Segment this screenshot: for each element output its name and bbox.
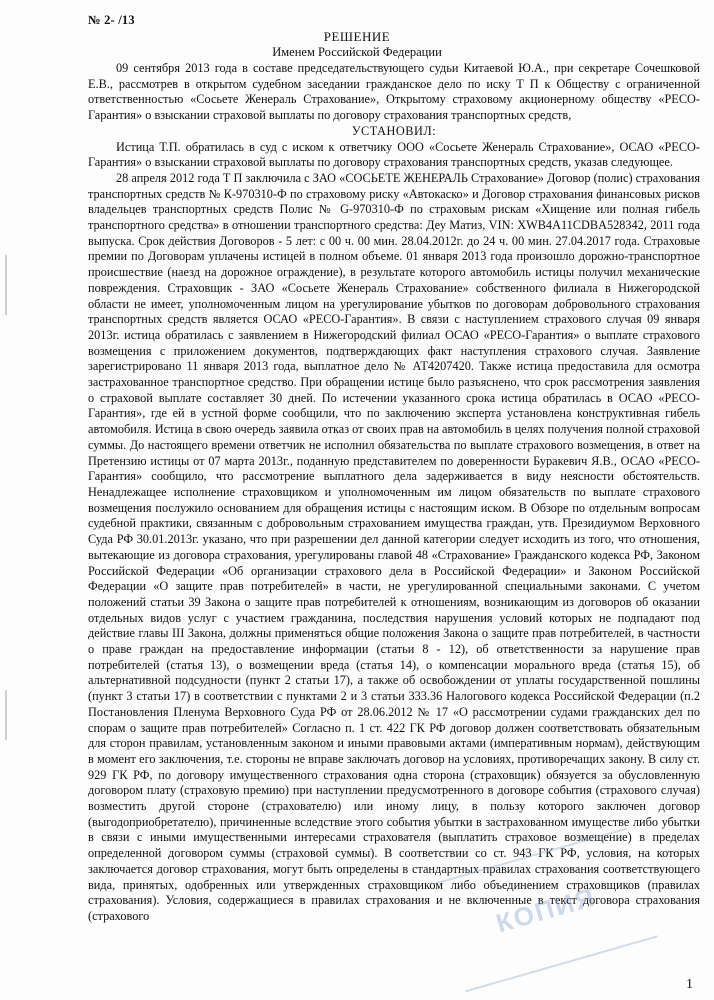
established-heading: УСТАНОВИЛ: <box>351 123 437 138</box>
document-title: РЕШЕНИЕ <box>323 29 391 44</box>
case-number: № 2- /13 <box>88 13 135 27</box>
facts-paragraph: 28 апреля 2012 года Т П заключила с ЗАО «СОСЬЕТЕ ЖЕНЕРАЛЬ Страхование» Договор (полис) страхования транспортных средств № К-970310-Ф по страховому риску «Автокаско» и Договор страхования финансовых рисков владельцев транспортных средств Полис № G-970310-Ф по страховым рискам «Хищение или полная гибель транспортного средства» в отношении транспортного средства: Деу Матиз, VIN: XWB4A11CDBA528342, 2011 года выпуска. Срок действия Договоров - 5 лет: с 00 ч. 00 мин. 28.04.2012г. до 24 ч. 00 мин. 27.04.2017 года. Страховые премии по Договорам уплачены истицей в полном объеме. 01 января 2013 года произошло дорожно-транспортное происшествие (наезд на дорожное ограждение), в результате которого автомобиль истицы получил механические повреждения. Страховщик - ЗАО «Сосьете Женераль Страхование» собственного филиала в Нижегородской области не имеет, уполномоченным лицом на урегулирование убытков по договорам добровольного страхования транспортных средств является ОСАО «РЕСО-Гарантия». В связи с наступлением страхового случая 09 января 2013г. истица обратилась с заявлением в Нижегородский филиал ОСАО «РЕСО-Гарантия» о выплате страхового возмещения с приложением документов, подтверждающих факт наступления страхового случая. Заявление зарегистрировано 11 января 2013 года, выплатное дело № АТ4207420. Также истица предоставила для осмотра застрахованное транспортное средство. При обращении истице было разъяснено, что срок рассмотрения заявления о страховой выплате составляет 30 дней. По истечении указанного срока истица обратилась в ОСАО «РЕСО-Гарантия», где ей в устной форме сообщили, что по заключению эксперта установлена конструктивная гибель автомобиля. Истица в свою очередь заявила отказ от своих прав на автомобиль в целях получения полной страховой суммы. До настоящего времени ответчик не исполнил обязательства по выплате страхового возмещения, в ответ на Претензию истицы от 07 марта 2013г., поданную представителем по доверенности Буракевич Я.В., ОСАО «РЕСО-Гарантия» сообщило, что рассмотрение выплатного дела задерживается в виду неясности обстоятельств. Ненадлежащее исполнение страховщиком и уполномоченным им лицом обязательств по выплате страхового возмещения послужило основанием для обращения истицы с настоящим иском. В Обзоре по отдельным вопросам судебной практики, связанным с добровольным страхованием имущества граждан, утв. Президиумом Верховного Суда РФ 30.01.2013г. указано, что при разрешении дел данной категории следует исходить из того, что отношения, вытекающие из договора страхования, урегулированы главой 48 «Страхование» Гражданского кодекса РФ, Законом Российской Федерации «Об организации страхового дела в Российской Федерации» и Законом Российской Федерации «О защите прав потребителей» в части, не урегулированной специальными законами. С учетом положений статьи 39 Закона о защите прав потребителей к отношениям, возникающим из договоров об оказании отдельных видов услуг с участием гражданина, последствия нарушения условий которых не подпадают под действие главы III Закона, должны применяться общие положения Закона о защите прав потребителей, в частности о праве граждан на предоставление информации (статьи 8 - 12), об ответственности за нарушение прав потребителей (статья 13), о возмещении вреда (статья 14), о компенсации морального вреда (статья 15), об альтернативной подсудности (пункт 2 статьи 17), а также об освобождении от уплаты государственной пошлины (пункт 3 статьи 17) в соответствии с пунктами 2 и 3 статьи 333.36 Налогового кодекса Российской Федерации (п.2 Постановления Пленума Верховного Суда РФ от 28.06.2012 № 17 «О рассмотрении судами гражданских дел по спорам о защите прав потребителей» Согласно п. 1 ст. 422 ГК РФ договор должен соответствовать обязательным для сторон правилам, установленным законом и иными правовыми актами (императивным нормам), действующим в момент его заключения, т.е. стороны не вправе заключать договор на условиях, противоречащих закону. В силу ст. 929 ГК РФ, по договору имущественного страхования одна сторона (страховщик) обязуется за обусловленную договором плату (страховую премию) при наступлении предусмотренного в договоре события (страхового случая) возместить другой стороне (страхователю) или иному лицу, в пользу которого заключен договор (выгодоприобретателю), причиненные вследствие этого события убытки в застрахованном имуществе либо убытки в связи с иными имущественными интересами страхователя (выплатить страховое возмещение) в пределах определенной договором суммы (страховой суммы). В соответствии со ст. 943 ГК РФ, условия, на которых заключается договор страхования, могут быть определены в стандартных правилах страхования соответствующего вида, принятых, одобренных или утвержденных страховщиком либо объединением страховщиков (правилах страхования). Условия, содержащиеся в правилах страхования и не включенные в текст договора страхования (страхового <box>88 170 700 923</box>
page-number: 1 <box>686 977 693 992</box>
body-text <box>88 61 700 925</box>
intro-paragraph: 09 сентября 2013 года в составе председательствующего судьи Китаевой Ю.А., при секретаре Сочешковой Е.В., рассмотрев в открытом судебном заседании гражданское дело по иску Т П к Обществу с ограниченной ответственностью «Сосьете Женераль Страхование», Открытому страховому акционерному обществу «РЕСО-Гарантия» о взыскании страховой выплаты по договору страхования транспортных средств, <box>88 61 700 123</box>
scan-edge-mark <box>5 690 7 740</box>
document-subtitle: Именем Российской Федерации <box>272 45 442 59</box>
scan-edge-mark <box>5 255 7 315</box>
stamp-label: КОПИЯ <box>492 881 600 939</box>
claim-paragraph: Истица Т.П. обратилась в суд с иском к ответчику ООО «Сосьете Женераль Страхование», ОСАО «РЕСО-Гарантия» о взыскании страховой выплаты по договору страхования транспортных средств, указав следующее. <box>88 139 700 170</box>
